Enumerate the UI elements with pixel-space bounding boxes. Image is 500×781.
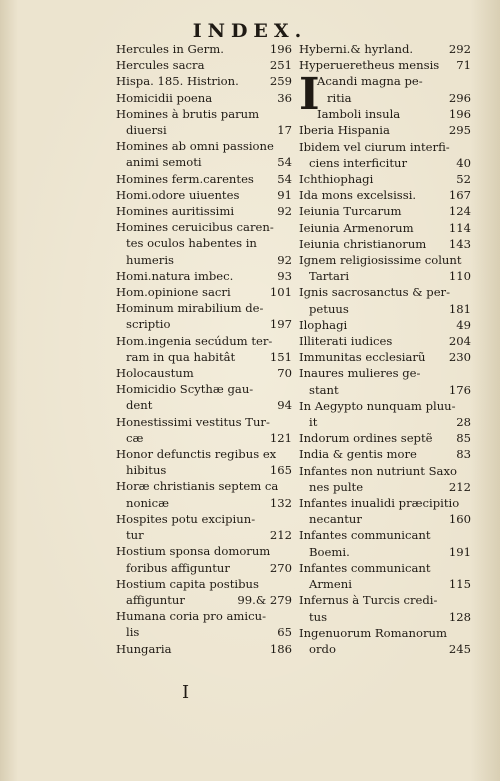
entry-term-continuation: ritia: [327, 90, 352, 105]
entry-term-continuation: diuersi: [126, 123, 167, 138]
entry-term: Ilophagi: [299, 317, 348, 332]
page-header: INDEX.: [192, 20, 308, 42]
entry-term: Homines auritissimi: [116, 204, 235, 219]
index-entry: [299, 139, 471, 171]
index-entry: [299, 122, 471, 138]
index-entry: [299, 220, 471, 236]
entry-page-number: 165: [269, 463, 292, 478]
entry-page-number: 93: [277, 268, 292, 283]
index-column-right: [299, 41, 471, 657]
entry-term-continuation: foribus affiguntur: [126, 560, 230, 575]
index-entry: [299, 171, 471, 187]
entry-page-number: 92: [277, 204, 292, 219]
entry-page-number: 259: [269, 74, 292, 89]
entry-page-number: 132: [269, 495, 292, 510]
entry-page-number: 54: [277, 155, 292, 170]
drop-cap-block: [299, 69, 471, 122]
entry-page-number: 151: [269, 349, 292, 364]
entry-term-continuation: petuus: [309, 301, 349, 316]
entry-term: Honestissimi vestitus Tur-: [116, 414, 270, 429]
entry-term: Infantes communicant: [299, 560, 431, 575]
index-entry: [116, 576, 292, 608]
drop-cap-letter: I: [299, 69, 320, 121]
entry-page-number: 40: [456, 155, 471, 170]
entry-page-number: 245: [448, 641, 471, 656]
entry-term: Illiterati iudices: [299, 334, 393, 349]
entry-page-number: 92: [277, 252, 292, 267]
entry-term-continuation: ram in qua habitât: [126, 349, 236, 364]
index-entry: [116, 219, 292, 268]
index-entry: [299, 365, 471, 397]
entry-page-number: 196: [269, 42, 292, 56]
entry-page-number: 124: [448, 204, 471, 219]
entry-term: Hominum mirabilium de-: [116, 301, 264, 316]
index-entry: [299, 57, 471, 73]
entry-page-number: 292: [448, 42, 471, 56]
entry-term: Hyberni.& hyrland.: [299, 42, 414, 56]
entry-page-number: 54: [277, 171, 292, 186]
entry-term: Ignem religiosissime colunt: [299, 253, 462, 268]
entry-term-continuation: nonicæ: [126, 495, 170, 510]
entry-term: In Aegypto nunquam pluu-: [299, 398, 456, 413]
index-entry: [299, 446, 471, 462]
entry-term: Iamboli insula: [317, 106, 401, 121]
index-entry: [116, 57, 292, 73]
entry-term: Homicidii poena: [116, 90, 213, 105]
entry-term: Humana coria pro amicu-: [116, 609, 266, 624]
entry-page-number: 114: [448, 220, 471, 235]
entry-term-continuation: humeris: [126, 252, 174, 267]
entry-page-number: 110: [448, 269, 471, 284]
entry-term-continuation: tes oculos habentes in: [126, 236, 257, 251]
entry-term: Hom.opinione sacri: [116, 285, 231, 300]
index-entry: [299, 252, 471, 284]
entry-page-number: 251: [269, 58, 292, 73]
index-entry: [299, 625, 471, 657]
index-entry: [116, 446, 292, 478]
index-entry: [116, 203, 292, 219]
entry-page-number: 212: [448, 479, 471, 494]
entry-term: Infantes inualidi præcipitio: [299, 496, 460, 511]
entry-term: Acandi magna pe-: [317, 74, 423, 89]
index-entry: [116, 138, 292, 170]
entry-term-continuation: animi semoti: [126, 155, 202, 170]
entry-term-continuation: ordo: [309, 641, 336, 656]
entry-term: Ida mons excelsissi.: [299, 188, 417, 203]
entry-term-continuation: dent: [126, 398, 153, 413]
entry-term-continuation: Tartari: [309, 269, 350, 284]
entry-page-number: 94: [277, 398, 292, 413]
entry-term: Indorum ordines septẽ: [299, 431, 433, 446]
entry-page-number: 196: [448, 106, 471, 121]
entry-page-number: 128: [448, 609, 471, 624]
index-entry: [299, 187, 471, 203]
entry-term: Homi.natura imbec.: [116, 268, 234, 283]
index-entry: [299, 430, 471, 446]
entry-page-number: 160: [448, 512, 471, 527]
entry-page-number: 186: [269, 641, 292, 656]
index-entry: [116, 543, 292, 575]
entry-page-number: 270: [269, 560, 292, 575]
entry-term: Ichthiophagi: [299, 172, 374, 187]
entry-term: Hercules sacra: [116, 58, 205, 73]
entry-page-number: 71: [456, 58, 471, 73]
entry-term-continuation: Armeni: [309, 577, 352, 592]
entry-page-number: 176: [448, 382, 471, 397]
entry-page-number: 296: [448, 90, 471, 105]
entry-page-number: 99.& 279: [237, 592, 292, 607]
entry-term: Hostium capita postibus: [116, 576, 259, 591]
entry-term: Ibidem vel ciurum interfi-: [299, 139, 450, 154]
index-entry: [116, 106, 292, 138]
index-entry: [116, 268, 292, 284]
entry-page-number: 167: [448, 188, 471, 203]
entry-page-number: 191: [448, 544, 471, 559]
entry-term-continuation: tus: [309, 609, 328, 624]
entry-term-continuation: hibitus: [126, 463, 167, 478]
entry-page-number: 70: [277, 366, 292, 381]
index-entry: [116, 333, 292, 365]
entry-page-number: 36: [277, 90, 292, 105]
entry-term: Homines ceruicibus caren-: [116, 220, 274, 235]
entry-term: Infantes non nutriunt Saxo: [299, 463, 457, 478]
entry-page-number: 85: [456, 431, 471, 446]
index-entry: [299, 41, 471, 57]
entry-term: Hercules in Germ.: [116, 42, 224, 56]
entry-term-continuation: nes pulte: [309, 479, 364, 494]
entry-term-continuation: necantur: [309, 512, 362, 527]
index-entry: [299, 333, 471, 349]
entry-page-number: 197: [269, 317, 292, 332]
entry-page-number: 295: [448, 123, 471, 138]
entry-page-number: 52: [456, 172, 471, 187]
index-entry: [299, 592, 471, 624]
entry-page-number: 143: [448, 236, 471, 251]
index-entry: [116, 73, 292, 89]
index-entry: [116, 171, 292, 187]
index-entry: [317, 106, 471, 122]
entry-page-number: 101: [269, 285, 292, 300]
entry-term: Ignis sacrosanctus & per-: [299, 285, 451, 300]
entry-term-continuation: affiguntur: [126, 592, 185, 607]
index-entry: [299, 349, 471, 365]
entry-term-continuation: it: [309, 415, 318, 430]
entry-term-continuation: lis: [126, 625, 140, 640]
entry-page-number: 17: [277, 123, 292, 138]
entry-term: Homi.odore uiuentes: [116, 187, 240, 202]
entry-page-number: 230: [448, 350, 471, 365]
index-entry: [299, 495, 471, 527]
index-entry: [299, 317, 471, 333]
index-entry: [116, 641, 292, 657]
entry-page-number: 28: [456, 415, 471, 430]
index-entry: [116, 284, 292, 300]
entry-term: Ingenuorum Romanorum: [299, 625, 447, 640]
index-entry: [116, 90, 292, 106]
entry-page-number: 121: [269, 430, 292, 445]
entry-term: Hispa. 185. Histrion.: [116, 74, 239, 89]
index-entry: [116, 608, 292, 640]
entry-term: Hom.ingenia secúdum ter-: [116, 333, 273, 348]
entry-term: Ieiunia christianorum: [299, 236, 427, 251]
index-entry: [299, 463, 471, 495]
index-entry: [317, 73, 471, 105]
index-entry: [116, 511, 292, 543]
entry-term: Homines ab omni passione: [116, 139, 274, 154]
entry-term: Iberia Hispania: [299, 123, 390, 138]
index-entry: [299, 398, 471, 430]
entry-term: Horæ christianis septem ca: [116, 479, 279, 494]
index-entry: [116, 300, 292, 332]
entry-term: Infernus à Turcis credi-: [299, 593, 438, 608]
entry-term: Immunitas ecclesiarũ: [299, 350, 426, 365]
index-entry: [299, 527, 471, 559]
entry-term: Infantes communicant: [299, 528, 431, 543]
index-entry: [299, 236, 471, 252]
index-entry: [116, 187, 292, 203]
entry-term-continuation: cæ: [126, 430, 144, 445]
entry-term-continuation: scriptio: [126, 317, 171, 332]
entry-term: Hostium sponsa domorum: [116, 544, 271, 559]
index-column-left: [116, 41, 292, 657]
entry-term: Homines ferm.carentes: [116, 171, 254, 186]
entry-page-number: 115: [448, 577, 471, 592]
entry-page-number: 212: [269, 528, 292, 543]
entry-term: India & gentis more: [299, 447, 417, 462]
index-entry: [116, 478, 292, 510]
entry-term-continuation: tur: [126, 528, 144, 543]
entry-term: Ieiunia Turcarum: [299, 204, 402, 219]
entry-term: Inaures mulieres ge-: [299, 366, 421, 381]
index-entry: [116, 381, 292, 413]
entry-term: Ieiunia Armenorum: [299, 220, 414, 235]
entry-term-continuation: Boemi.: [309, 544, 350, 559]
entry-term: Hyperueretheus mensis: [299, 58, 440, 73]
entry-term-continuation: stant: [309, 382, 339, 397]
entry-page-number: 49: [456, 317, 471, 332]
entry-term: Holocaustum: [116, 366, 194, 381]
signature-mark: I: [182, 682, 190, 703]
entry-term: Homines à brutis parum: [116, 106, 260, 121]
index-entry: [116, 365, 292, 381]
entry-page-number: 204: [448, 334, 471, 349]
entry-term-continuation: ciens interficitur: [309, 155, 408, 170]
entry-page-number: 65: [277, 625, 292, 640]
index-entry: [299, 560, 471, 592]
index-entry: [116, 41, 292, 57]
entry-page-number: 83: [456, 447, 471, 462]
entry-term: Homicidio Scythæ gau-: [116, 382, 254, 397]
entry-term: Hungaria: [116, 641, 172, 656]
entry-term: Hospites potu excipiun-: [116, 511, 256, 526]
entry-page-number: 91: [277, 187, 292, 202]
index-entry: [116, 414, 292, 446]
entry-page-number: 181: [448, 301, 471, 316]
entry-term: Honor defunctis regibus ex: [116, 447, 277, 462]
index-entry: [299, 284, 471, 316]
index-entry: [299, 203, 471, 219]
